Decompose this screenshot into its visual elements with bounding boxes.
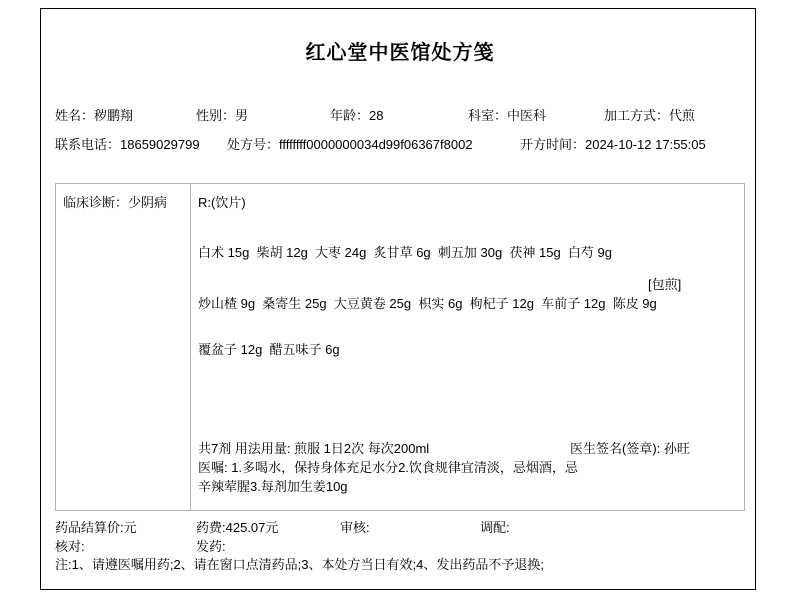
doctor-signature-field bbox=[570, 441, 690, 456]
medicine-fee-value: 425.07元 bbox=[225, 520, 279, 535]
patient-gender-field bbox=[196, 108, 248, 123]
diagnosis-label: 临床诊断： bbox=[63, 195, 129, 210]
patient-gender-value: 男 bbox=[235, 108, 249, 123]
diagnosis-field bbox=[63, 195, 167, 210]
patient-department-label: 科室： bbox=[468, 108, 508, 123]
medicine-fee-field bbox=[196, 520, 278, 535]
patient-phone-field bbox=[55, 137, 200, 152]
patient-name-label: 姓名： bbox=[55, 108, 95, 123]
rx-number-value: ffffffff0000000034d99f06367f8002 bbox=[279, 137, 473, 152]
prepare-field: 调配: bbox=[480, 520, 510, 535]
medicine-fee-label: 药费: bbox=[196, 520, 226, 535]
footer-note: 注:1、请遵医嘱用药;2、请在窗口点清药品;3、本处方当日有效;4、发出药品不予退换; bbox=[55, 557, 544, 572]
medical-advice-line-1: 医嘱: 1.多喝水，保持身体充足水分2.饮食规律宜清淡，忌烟酒，忌 bbox=[198, 460, 578, 475]
rx-header: R:(饮片) bbox=[198, 195, 246, 210]
diagnosis-divider-line bbox=[190, 183, 191, 511]
patient-age-field bbox=[330, 108, 383, 123]
patient-gender-label: 性别： bbox=[196, 108, 236, 123]
rx-number-label: 处方号： bbox=[227, 137, 280, 152]
rx-time-label: 开方时间： bbox=[520, 137, 586, 152]
processing-method-label: 加工方式： bbox=[604, 108, 670, 123]
settlement-price-value: 元 bbox=[123, 520, 137, 535]
doctor-signature-value: 孙旺 bbox=[663, 441, 690, 456]
settlement-price-field bbox=[55, 520, 137, 535]
diagnosis-value: 少阴病 bbox=[128, 195, 168, 210]
patient-age-value: 28 bbox=[369, 108, 384, 123]
patient-department-value: 中医科 bbox=[507, 108, 547, 123]
medical-advice-line-2: 辛辣荤腥3.每剂加生姜10g bbox=[198, 479, 348, 494]
herb-special-note: [包煎] bbox=[648, 277, 682, 292]
dosage-line: 共7剂 用法用量: 煎服 1日2次 每次200ml bbox=[198, 441, 430, 456]
herb-row-3: 覆盆子 12g 醋五味子 6g bbox=[198, 342, 340, 357]
dispense-field: 发药: bbox=[196, 539, 226, 554]
patient-name-value: 秽鹏翔 bbox=[94, 108, 134, 123]
patient-age-label: 年龄： bbox=[330, 108, 370, 123]
patient-department-field bbox=[468, 108, 546, 123]
patient-phone-label: 联系电话： bbox=[55, 137, 121, 152]
rx-time-field bbox=[520, 137, 706, 152]
patient-phone-value: 18659029799 bbox=[120, 137, 200, 152]
processing-method-value: 代煎 bbox=[669, 108, 696, 123]
page-title: 红心堂中医馆处方笺 bbox=[305, 42, 495, 64]
settlement-price-label: 药品结算价: bbox=[55, 520, 124, 535]
review-field: 审核: bbox=[340, 520, 370, 535]
processing-method-field bbox=[604, 108, 695, 123]
herb-row-1: 白术 15g 柴胡 12g 大枣 24g 炙甘草 6g 刺五加 30g 茯神 15g 白芍 9g bbox=[198, 245, 612, 260]
check-field: 核对: bbox=[55, 539, 85, 554]
patient-name-field bbox=[55, 108, 133, 123]
rx-time-value: 2024-10-12 17:55:05 bbox=[585, 137, 706, 152]
herb-row-2: 炒山楂 9g 桑寄生 25g 大豆黄卷 25g 枳实 6g 枸杞子 12g 车前子 12g 陈皮 9g bbox=[198, 296, 657, 311]
rx-number-field bbox=[227, 137, 473, 152]
doctor-signature-label: 医生签名(签章): bbox=[570, 441, 664, 456]
